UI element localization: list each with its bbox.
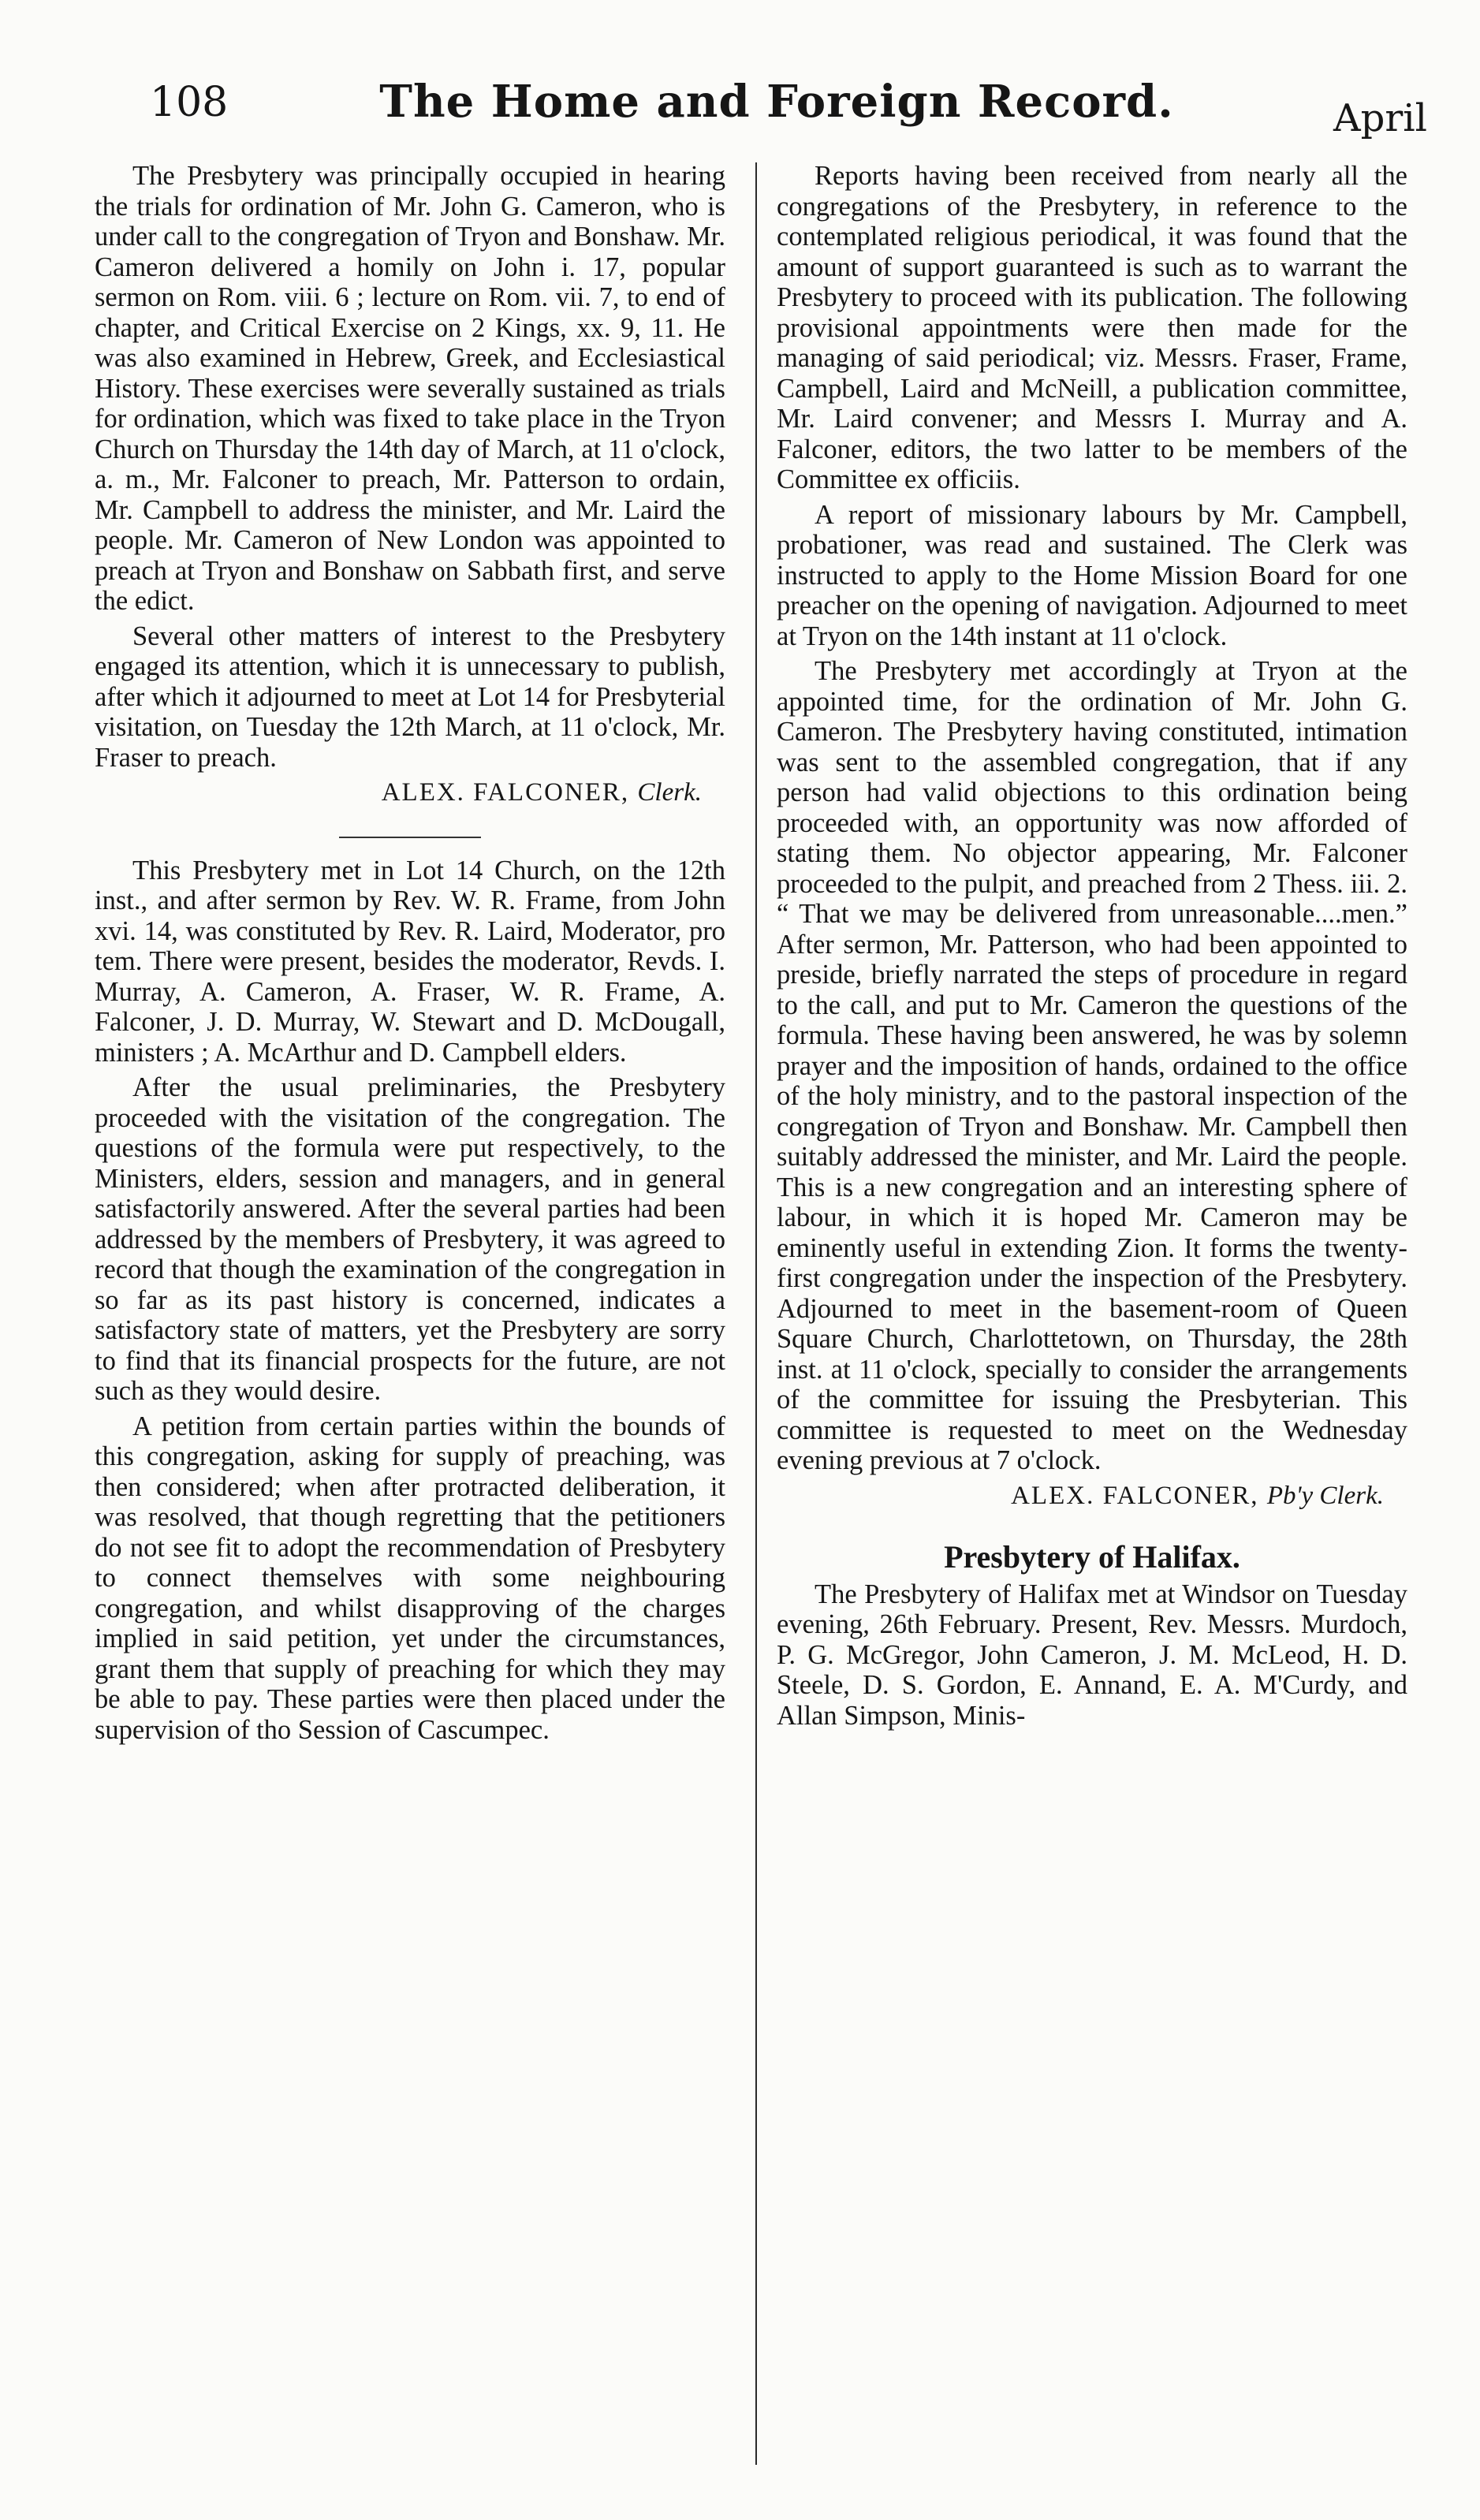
paragraph: Reports having been received from nearly all the congregations of the Presbytery, in reference to the contemplated religious periodical, it was found that the amount of support guaranteed is such as to warrant the Presbytery to proceed with its publication. The following provisional appointments were then made for the managing of said periodical; viz. Messrs. Fraser, Frame, Campbell, Laird and McNeill, a publication committee, Mr. Laird convener; and Messrs I. Murray and A. Falconer, editors, the two latter to be members of the Committee ex officiis.	[777, 161, 1407, 494]
signature	[95, 777, 702, 808]
right-column	[777, 161, 1407, 1735]
signature-name: ALEX. FALCONER,	[381, 778, 630, 807]
section-heading: Presbytery of Halifax.	[944, 1539, 1240, 1575]
section-rule	[339, 837, 481, 838]
paragraph: A report of missionary labours by Mr. Campbell, probationer, was read and sustained. The Clerk was instructed to apply to the Home Mission Board for one preacher on the opening of navigation. Adjourned to meet at Tryon on the 14th instant at 11 o'clock.	[777, 499, 1407, 651]
signature-name: ALEX. FALCONER,	[1011, 1481, 1259, 1510]
running-title: The Home and Foreign Record.	[379, 76, 1174, 128]
signature	[777, 1481, 1384, 1512]
page-header	[126, 69, 1427, 148]
column-divider	[755, 162, 757, 2465]
paragraph: After the usual preliminaries, the Presbytery proceeded with the visitation of the congregation. The questions of the formula were put respectively, to the Ministers, elders, session and managers, and in general satisfactorily answered. After the several parties had been addressed by the members of Presbytery, it was agreed to record that though the examination of the congregation in so far as its past history is concerned, indicates a satisfactory state of matters, yet the Presbytery are sorry to find that its financial prospects for the future, are not such as they would desire.	[95, 1072, 725, 1406]
paragraph: The Presbytery met accordingly at Tryon at the appointed time, for the ordination of Mr. John G. Cameron. The Presbytery having constituted, intimation was sent to the assembled congregation, that if any person had valid objections to this ordination being proceeded with, an opportunity was now afforded of stating them. No objector appearing, Mr. Falconer proceeded to the pulpit, and preached from 2 Thess. iii. 2. “ That we may be delivered from unreasonable....men.” After sermon, Mr. Patterson, who had been appointed to preside, briefly narrated the steps of procedure in regard to the call, and put to Mr. Cameron the questions of the formula. These having been answered, he was by solemn prayer and the imposition of hands, ordained to the office of the holy ministry, and to the pastoral inspection of the congregation of Tryon and Bonshaw. Mr. Campbell then suitably addressed the minister, and Mr. Laird the people. This is a new congregation and an interesting sphere of labour, in which it is hoped Mr. Cameron may be eminently useful in extending Zion. It forms the twenty-first congregation under the inspection of the Presbytery. Adjourned to meet in the basement-room of Queen Square Church, Charlottetown, on Thursday, the 28th inst. at 11 o'clock, specially to consider the arrangements of the committee for issuing the Presbyterian. This committee is requested to meet on the Wednesday evening previous at 7 o'clock.	[777, 656, 1407, 1475]
page-number: 108	[150, 79, 229, 126]
paragraph: A petition from certain parties within the bounds of this congregation, asking for supply of preaching, was then considered; when after protracted deliberation, it was resolved, that though regretting that the petitioners do not see fit to adopt the recommendation of Presbytery to connect themselves with some neighbouring congregation, and whilst disapproving of the charges implied in said petition, yet under the circumstances, grant them that supply of preaching for which they may be able to pay. These parties were then placed under the supervision of tho Session of Cascumpec.	[95, 1411, 725, 1745]
left-column	[95, 161, 725, 1750]
paragraph: This Presbytery met in Lot 14 Church, on the 12th inst., and after sermon by Rev. W. R. Frame, from John xvi. 14, was constituted by Rev. R. Laird, Moderator, pro tem. There were present, besides the moderator, Revds. I. Murray, A. Cameron, A. Fraser, W. R. Frame, A. Falconer, J. D. Murray, W. Stewart and D. McDougall, ministers ; A. McArthur and D. Campbell elders.	[95, 855, 725, 1068]
signature-role: Pb'y Clerk.	[1266, 1481, 1384, 1510]
paragraph: Several other matters of interest to the Presbytery engaged its attention, which it is unnecessary to publish, after which it adjourned to meet at Lot 14 for Presbyterial visitation, on Tuesday the 12th March, at 11 o'clock, Mr. Fraser to preach.	[95, 621, 725, 773]
signature-role: Clerk.	[637, 778, 702, 807]
paragraph: The Presbytery was principally occupied in hearing the trials for ordination of Mr. John G. Cameron, who is under call to the congregation of Tryon and Bonshaw. Mr. Cameron delivered a homily on John i. 17, popular sermon on Rom. viii. 6 ; lecture on Rom. vii. 7, to end of chapter, and Critical Exercise on 2 Kings, xx. 9, 11. He was also examined in Hebrew, Greek, and Ecclesiastical History. These exercises were severally sustained as trials for ordination, which was fixed to take place in the Tryon Church on Thursday the 14th day of March, at 11 o'clock, a. m., Mr. Falconer to preach, Mr. Patterson to ordain, Mr. Campbell to address the minister, and Mr. Laird the people. Mr. Cameron of New London was appointed to preach at Tryon and Bonshaw on Sabbath first, and serve the edict.	[95, 161, 725, 616]
paragraph: The Presbytery of Halifax met at Windsor on Tuesday evening, 26th February. Present, Rev. Messrs. Murdoch, P. G. McGregor, John Cameron, J. M. McLeod, H. D. Steele, D. S. Gordon, E. Annand, E. A. M'Curdy, and Allan Simpson, Minis-	[777, 1579, 1407, 1731]
issue-month: April	[1333, 96, 1427, 140]
